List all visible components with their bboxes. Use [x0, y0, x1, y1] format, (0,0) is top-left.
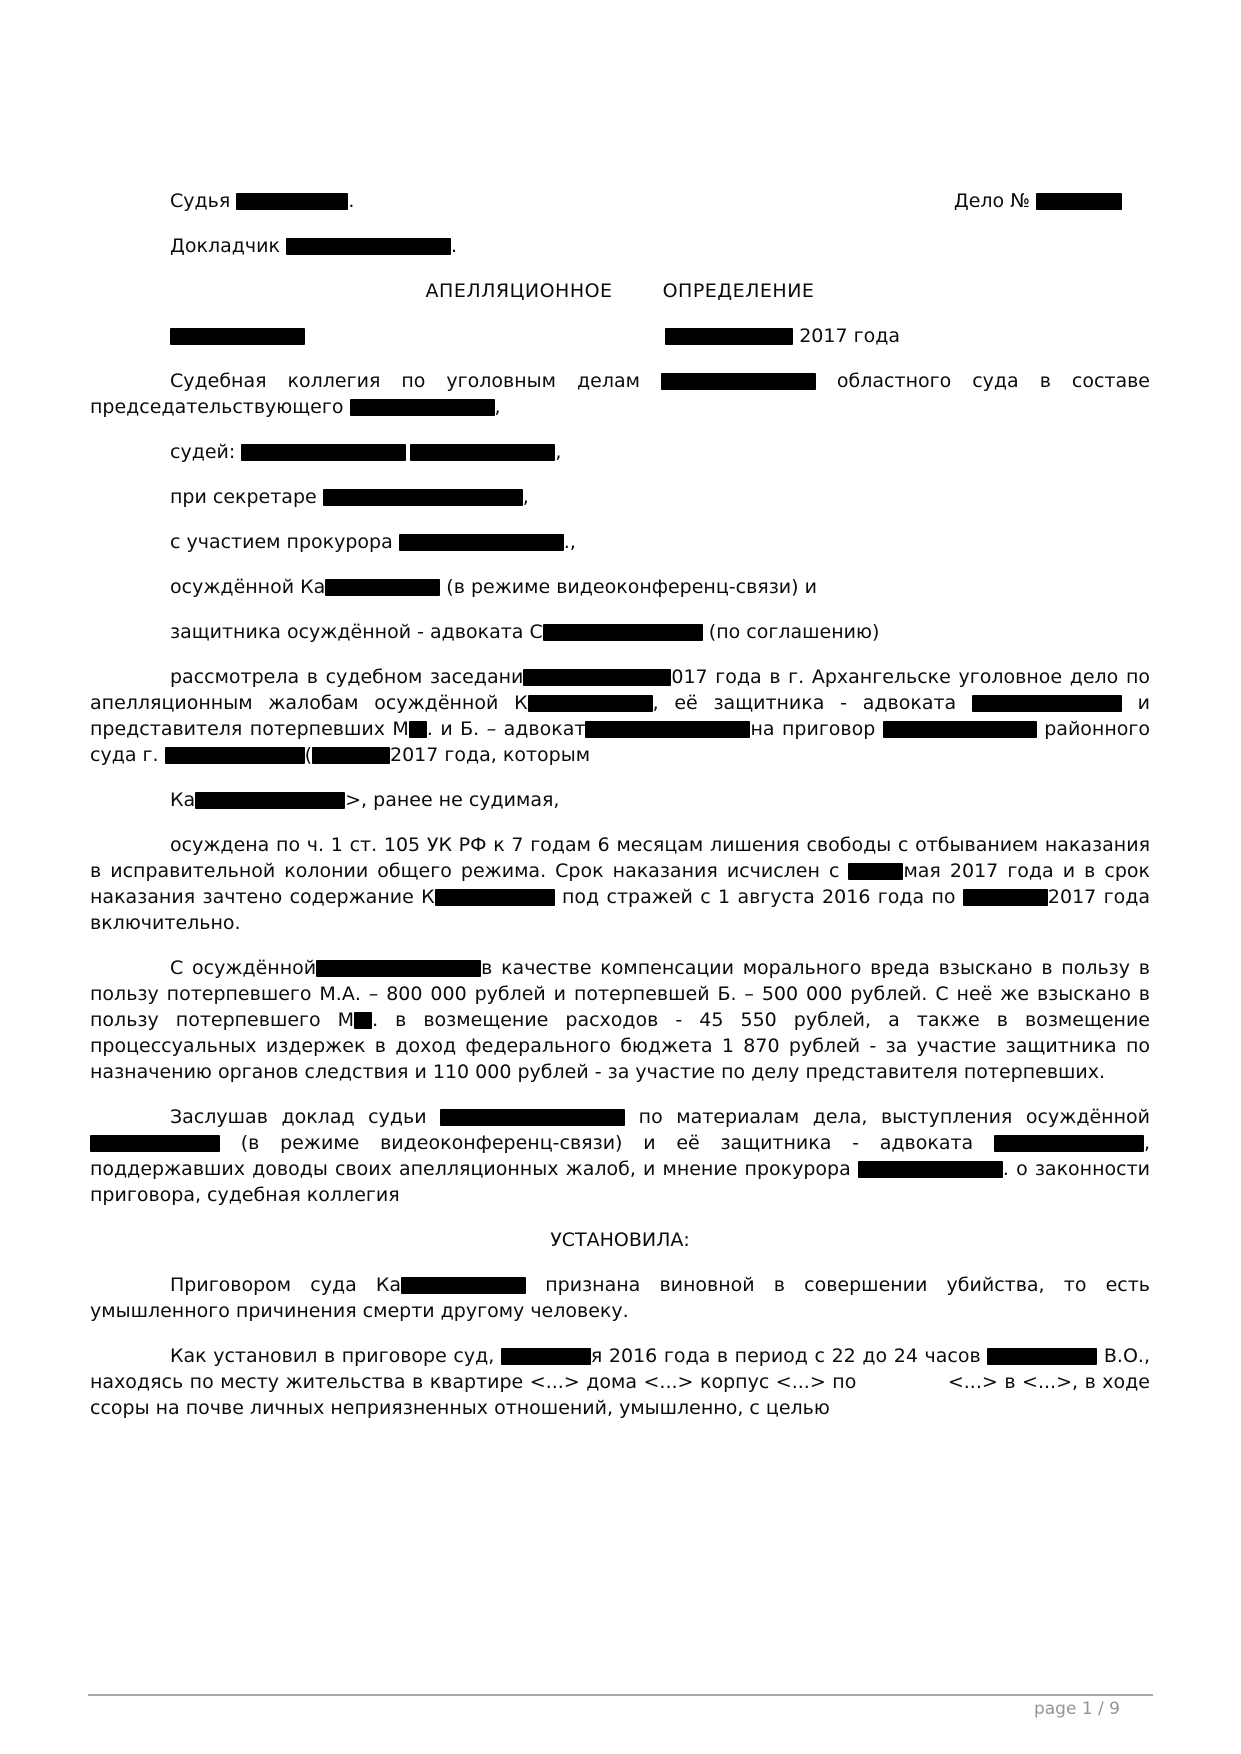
- judges-line: [90, 439, 1150, 465]
- redaction-bar: [195, 792, 345, 809]
- redaction-bar: [165, 747, 305, 764]
- redaction-bar: [440, 1109, 625, 1126]
- text-segment: на приговор: [750, 718, 883, 740]
- redaction-bar: [241, 444, 406, 461]
- document-content: [90, 188, 1150, 1440]
- redaction-bar: [528, 695, 653, 712]
- text-segment: , её защитника - адвоката: [652, 692, 972, 714]
- redaction-bar: [354, 1012, 372, 1029]
- defender-line: [90, 619, 1150, 645]
- text-segment: . в возмещение расходов - 45 550 рублей, а также в возмещение процессуальных издержек в доход федерального бюджета 1 870 рублей - за участие защитника по назначению органов следствия и 110 000 рублей - за участие по делу представителя потерпевших.: [90, 1009, 1150, 1083]
- text-segment: 2017 года, которым: [390, 744, 591, 766]
- text-segment: Как установил в приговоре суд,: [170, 1345, 501, 1367]
- facts-paragraph: [90, 1343, 1150, 1421]
- text-segment: 2017 года: [793, 325, 900, 347]
- text-segment: <...> в <...>, в ходе ссоры на почве личных неприязненных отношений, умышленно, с целью: [90, 1371, 1150, 1419]
- redaction-bar: [399, 534, 564, 551]
- redaction-bar: [286, 238, 451, 255]
- text-segment: при секретаре: [170, 486, 323, 508]
- redaction-bar: [316, 960, 481, 977]
- text-segment: Судья: [170, 190, 237, 212]
- redaction-bar: [848, 863, 903, 880]
- text-segment: я 2016 года в период с 22 до 24 часов: [590, 1345, 988, 1367]
- verdict-paragraph: [90, 1272, 1150, 1324]
- text-segment: .: [450, 235, 458, 257]
- redaction-bar: [501, 1348, 591, 1365]
- redaction-bar: [323, 489, 523, 506]
- text-segment: (в режиме видеоконференц-связи) и её защитника - адвоката: [220, 1132, 994, 1154]
- redaction-bar: [661, 373, 816, 390]
- defendant-line: [90, 787, 1150, 813]
- redaction-bar: [435, 889, 555, 906]
- text-segment: признана виновной в совершении убийства, то есть умышленного причинения смерти другому человеку.: [90, 1274, 1151, 1322]
- text-segment: . и Б. – адвокат: [426, 718, 586, 740]
- redaction-bar: [325, 579, 440, 596]
- text-segment: (по соглашению): [702, 621, 880, 643]
- header-row-left: [170, 188, 354, 214]
- redaction-bar: [350, 399, 495, 416]
- text-segment: АПЕЛЛЯЦИОННОЕ: [425, 280, 613, 302]
- text-segment: . о законности приговора, судебная коллегия: [90, 1158, 1150, 1206]
- prosecutor-line: [90, 529, 1150, 555]
- text-segment: по материалам дела, выступления осуждённой: [625, 1106, 1150, 1128]
- text-segment: Дело №: [953, 190, 1036, 212]
- text-segment: и представителя потерпевших М: [90, 692, 1150, 740]
- redaction-bar: [858, 1161, 1003, 1178]
- text-segment: Заслушав доклад судьи: [170, 1106, 441, 1128]
- text-segment: ,: [555, 441, 562, 463]
- text-segment: осуждена по ч. 1 ст. 105 УК РФ к 7 годам 6 месяцам лишения свободы с отбыванием наказания в исправительной колонии общего режима. Срок наказания исчислен с: [90, 834, 1150, 882]
- text-segment: Ка: [170, 789, 196, 811]
- footer-divider: [88, 1694, 1153, 1696]
- reporter-line: [90, 233, 1150, 259]
- place-date-row-left: [170, 323, 305, 349]
- ustanovila-heading: [90, 1227, 1150, 1253]
- blank-gap: [863, 1387, 948, 1388]
- text-segment: защитника осуждённой - адвоката С: [170, 621, 543, 643]
- secretary-line: [90, 484, 1150, 510]
- redaction-bar: [665, 328, 793, 345]
- redaction-bar: [543, 624, 703, 641]
- panel-paragraph: [90, 368, 1150, 420]
- text-segment: УСТАНОВИЛА:: [550, 1229, 690, 1251]
- redaction-bar: [523, 669, 671, 686]
- redaction-bar: [963, 889, 1048, 906]
- redaction-bar: [409, 721, 427, 738]
- hearing-paragraph: [90, 1104, 1150, 1208]
- sentence-paragraph: [90, 832, 1150, 936]
- text-segment: ,: [494, 396, 501, 418]
- redaction-bar: [90, 1135, 220, 1152]
- text-segment: Приговором суда Ка: [170, 1274, 402, 1296]
- text-segment: (в режиме видеоконференц-связи) и: [440, 576, 817, 598]
- text-segment: судей:: [170, 441, 242, 463]
- text-segment: .: [348, 190, 355, 212]
- blank-gap: [613, 296, 663, 297]
- text-segment: 2017 года включительно.: [90, 886, 1150, 934]
- redaction-bar: [1036, 193, 1122, 210]
- text-segment: с участием прокурора: [170, 531, 399, 553]
- text-segment: 017 года в г. Архангельске уголовное дело по апелляционным жалобам осуждённой К: [90, 666, 1150, 714]
- text-segment: рассмотрела в судебном заседани: [170, 666, 524, 688]
- text-segment: районного суда г.: [90, 718, 1151, 766]
- redaction-bar: [410, 444, 555, 461]
- redaction-bar: [585, 721, 750, 738]
- text-segment: (: [304, 744, 312, 766]
- compensation-paragraph: [90, 955, 1150, 1085]
- redaction-bar: [170, 328, 305, 345]
- text-segment: Докладчик: [170, 235, 286, 257]
- header-row-right: [954, 188, 1122, 214]
- redaction-bar: [236, 193, 348, 210]
- redaction-bar: [987, 1348, 1097, 1365]
- redaction-bar: [994, 1135, 1144, 1152]
- text-segment: областного суда в составе председательствующего: [90, 370, 1150, 418]
- redaction-bar: [972, 695, 1122, 712]
- text-segment: >, ранее не судимая,: [345, 789, 560, 811]
- text-segment: в качестве компенсации морального вреда взыскано в пользу в пользу потерпевшего М.А. – 800 000 рублей и потерпевшей Б. – 500 000 рублей. С неё же взыскано в пользу потерпевшего М: [90, 957, 1150, 1031]
- page-number-label: page 1 / 9: [1033, 1699, 1120, 1719]
- header-row: [90, 188, 1150, 214]
- redaction-bar: [312, 747, 390, 764]
- appellate-ruling-title: [90, 278, 1150, 304]
- text-segment: С осуждённой: [170, 957, 317, 979]
- text-segment: В.О., находясь по месту жительства в квартире <...> дома <...> корпус <...> по: [90, 1345, 1150, 1393]
- text-segment: осуждённой Ка: [170, 576, 326, 598]
- text-segment: , поддержавших доводы своих апелляционных жалоб, и мнение прокурора: [90, 1132, 1150, 1180]
- convict-line: [90, 574, 1150, 600]
- text-segment: ОПРЕДЕЛЕНИЕ: [662, 280, 815, 302]
- place-date-row: [90, 323, 1150, 349]
- text-segment: под стражей с 1 августа 2016 года по: [554, 886, 963, 908]
- text-segment: мая 2017 года и в срок наказания зачтено содержание К: [90, 860, 1151, 908]
- text-segment: Судебная коллегия по уголовным делам: [170, 370, 661, 392]
- place-date-row-right: [665, 323, 900, 349]
- case-paragraph: [90, 664, 1150, 768]
- redaction-bar: [401, 1277, 526, 1294]
- text-segment: .,: [563, 531, 576, 553]
- text-segment: ,: [522, 486, 529, 508]
- redaction-bar: [883, 721, 1037, 738]
